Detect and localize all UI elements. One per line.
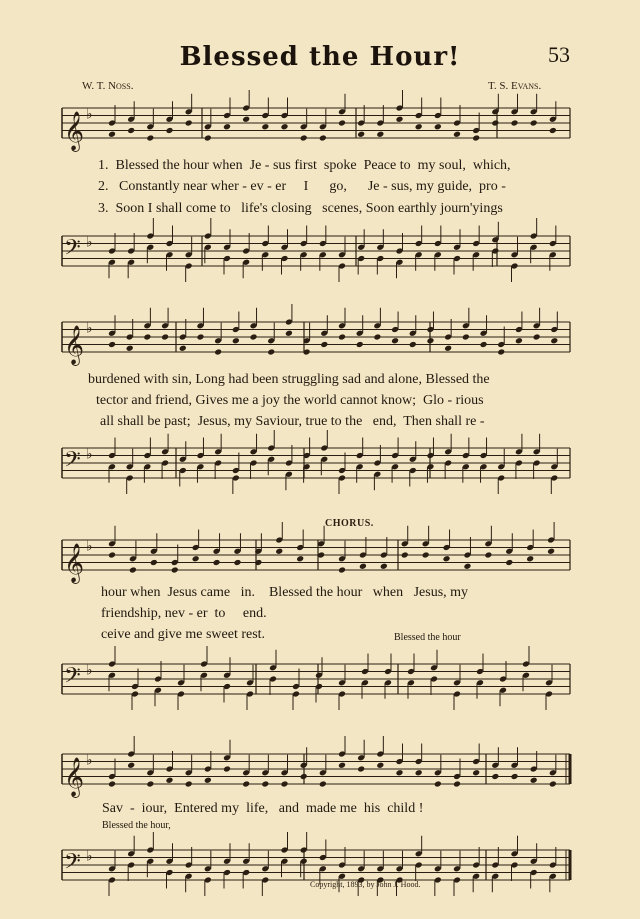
system2-verse3: all shall be past; Jesus, my Saviour, true to the end, Then shall re - bbox=[100, 414, 485, 429]
svg-text:𝄢: 𝄢 bbox=[64, 849, 81, 880]
system1-verse1: 1. Blessed the hour when Je - sus first spoke Peace to my soul, which, bbox=[98, 158, 511, 173]
system2-verse2: tector and friend, Gives me a joy the world cannot know; Glo - rious bbox=[96, 393, 484, 408]
svg-text:𝄞: 𝄞 bbox=[64, 543, 85, 583]
copyright-notice: Copyright, 1893, by John J. Hood. bbox=[310, 880, 421, 889]
svg-text:♭: ♭ bbox=[86, 752, 93, 769]
svg-text:♭: ♭ bbox=[86, 848, 93, 865]
treble-staff-3 bbox=[0, 536, 640, 583]
svg-text:♭: ♭ bbox=[86, 538, 93, 555]
system3-bass-text: Blessed the hour bbox=[394, 632, 461, 643]
system4-bass-text: Blessed the hour, bbox=[102, 820, 171, 831]
system2-verse1: burdened with sin, Long had been struggling sad and alone, Blessed the bbox=[88, 372, 490, 387]
system3-verse2: friendship, nev - er to end. bbox=[101, 606, 267, 621]
system1-verse3: 3. Soon I shall come to life's closing scenes, Soon earthly journ'yings bbox=[98, 201, 503, 216]
svg-text:𝄢: 𝄢 bbox=[64, 447, 81, 478]
svg-text:♭: ♭ bbox=[86, 320, 93, 337]
svg-text:♭: ♭ bbox=[86, 106, 93, 123]
treble-staff-4 bbox=[0, 750, 640, 797]
svg-text:𝄢: 𝄢 bbox=[64, 235, 81, 266]
words-credit: W. T. Noss. bbox=[82, 80, 134, 92]
treble-staff-1 bbox=[0, 104, 640, 151]
svg-text:𝄞: 𝄞 bbox=[64, 325, 85, 365]
system3-verse3: ceive and give me sweet rest. bbox=[101, 627, 266, 642]
svg-text:𝄢: 𝄢 bbox=[64, 663, 81, 694]
system1-verse2: 2. Constantly near wher - ev - er I go, Je - sus, my guide, pro - bbox=[98, 179, 506, 194]
system3-verse1: hour when Jesus came in. Blessed the hour when Jesus, my bbox=[101, 585, 469, 600]
svg-text:♭: ♭ bbox=[86, 446, 93, 463]
chorus-label: CHORUS. bbox=[325, 518, 374, 529]
bass-staff-3 bbox=[0, 660, 640, 700]
bass-staff-1 bbox=[0, 232, 640, 272]
page-number: 53 bbox=[548, 42, 570, 67]
svg-text:𝄞: 𝄞 bbox=[64, 111, 85, 151]
svg-text:♭: ♭ bbox=[86, 662, 93, 679]
svg-text:𝄞: 𝄞 bbox=[64, 757, 85, 797]
system4-verse1: Sav - iour, Entered my life, and made me his child ! bbox=[102, 801, 424, 816]
treble-staff-2 bbox=[0, 318, 640, 365]
bass-staff-2 bbox=[0, 444, 640, 484]
hymn-title: Blessed the Hour! bbox=[179, 42, 461, 72]
svg-text:♭: ♭ bbox=[86, 234, 93, 251]
music-credit: T. S. Evans. bbox=[488, 80, 542, 92]
